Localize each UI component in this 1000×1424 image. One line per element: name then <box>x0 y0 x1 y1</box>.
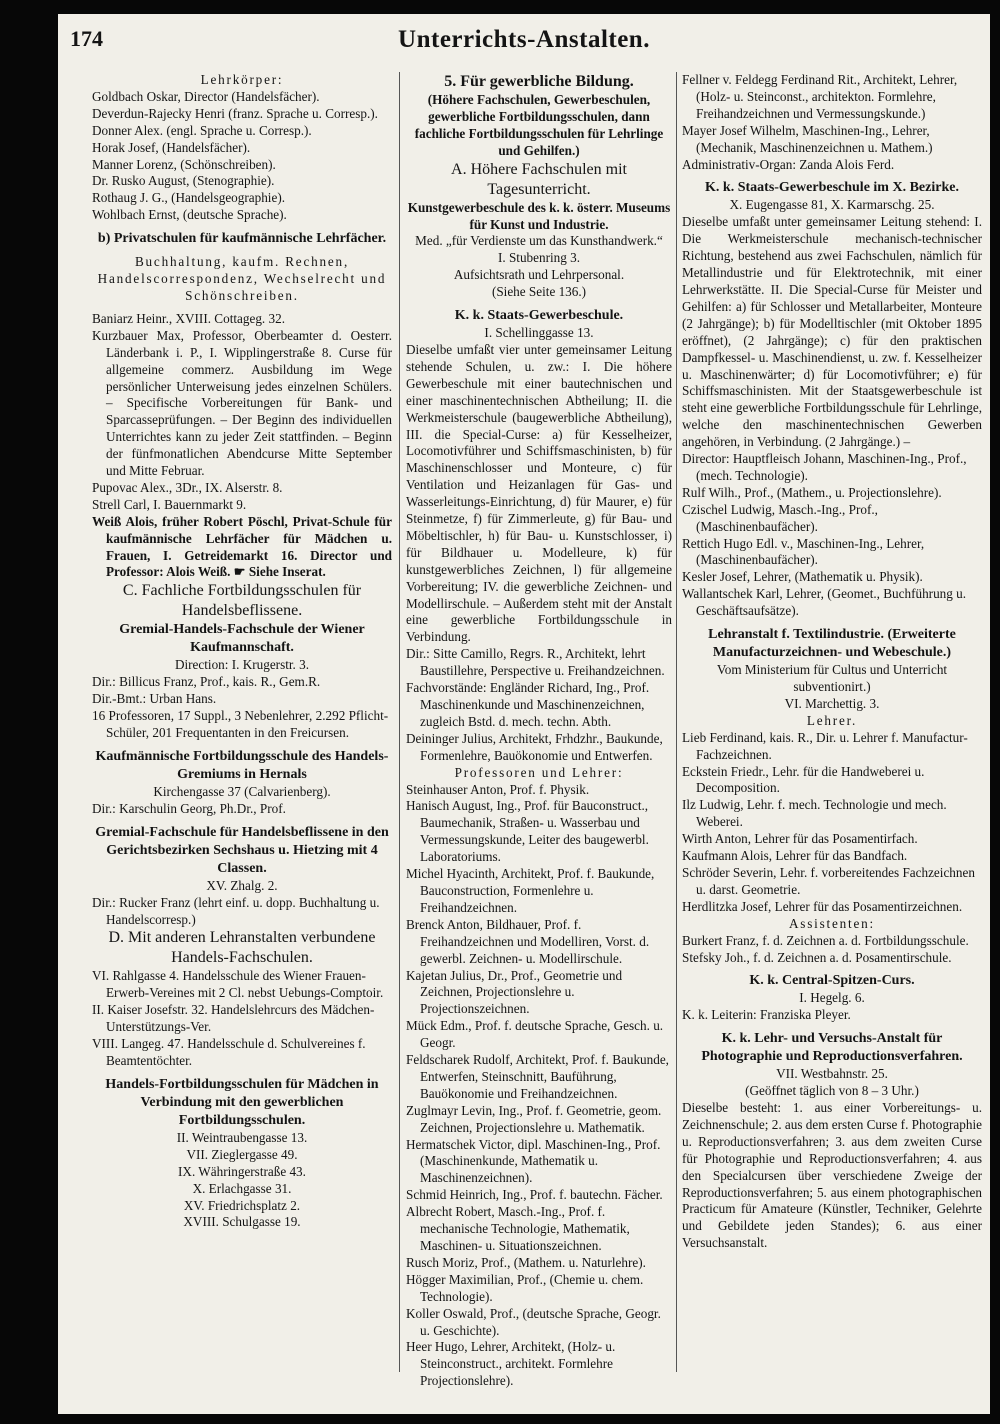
entry: Heer Hugo, Lehrer, Architekt, (Holz- u. Steinconstruct., architekt. Formlehre Projectionslehre). <box>406 1339 616 1389</box>
entry: Schmid Heinrich, Ing., Prof. f. bautechn. Fächer. <box>406 1187 663 1203</box>
institution-heading: Gremial-Handels-Fachschule der Wiener Kaufmannschaft. <box>119 622 365 656</box>
description: Dieselbe besteht: 1. aus einer Vorbereitungs- u. Zeichnenschule; 2. aus dem ersten Curse f. Photographie u. Reproductionsverfahren; 3. aus dem zweiten Curse für Photographie und Reproductionsverfahren; 4. aus den Specialcursen über verschiedene Zweige der Reproductionsverfahren; 5. aus einem photographischen Practicum für Amateure (Künstler, Techniker, Gelehrte und Gebildete jeden Standes); 6. aus einer Versuchsanstalt. <box>682 1100 982 1251</box>
section-heading: 5. Für gewerbliche Bildung. <box>444 73 634 90</box>
entry: Koller Oswald, Prof., (deutsche Sprache, Geogr. u. Geschichte). <box>406 1305 661 1338</box>
section-subheading: Professoren und Lehrer: <box>454 764 624 780</box>
institution-heading: Kaufmännische Fortbildungsschule des Handels-Gremiums in Hernals <box>95 748 389 782</box>
description: Dieselbe umfaßt vier unter gemeinsamer Leitung stehende Schulen, u. zw.: I. Die höhere Gewerbeschule mit einer bautechnischen und einer maschinentechnischen Abtheilung; II. die Werkmeisterschule (baugewerbliche Abtheilung), III. die Special-Curse: a) für Kesselheizer, Locomotivführer und Schiffsmaschinisten, b) für Maschinenschlosser und Monteure, c) für Ventilation und Heizanlagen für Gas- und Wasserleitungs-Einrichtung, d) für Maurer, e) für Steinmetze, f) für Zimmerleute, g) für Bau- und Möbeltischler, h) für Bau- u. Kunstschlosser, i) für Bildhauer u. Modelleure, k) für kunstgewerbliches Zeichnen, l) für allgemeine Vorbereitung; IV. die gewerbliche Zeichnen- und Modellirschule. – Außerdem steht mit der Anstalt eine gewerbliche Fortbildungsschule in Verbindung. <box>406 341 672 645</box>
entry: Herdlitzka Josef, Lehrer für das Posamentirzeichnen. <box>682 898 963 914</box>
institution-heading: Handels-Fortbildungsschulen für Mädchen in Verbindung mit den gewerblichen Fortbildungsschulen. <box>105 1076 379 1128</box>
entry: Director: Hauptfleisch Johann, Maschinen-Ing., Prof., (mech. Technologie). <box>682 451 967 483</box>
section-subheading: Lehrer. <box>806 712 858 728</box>
entry: Strell Carl, I. Bauernmarkt 9. <box>92 496 247 512</box>
entry: Fellner v. Feldegg Ferdinand Rit., Architekt, Lehrer, (Holz- u. Steinconst., architekton. Formlehre, Freihandzeichnen und Vermessungskunde.) <box>682 72 958 121</box>
running-head: Unterrichts-Anstalten. <box>398 26 650 53</box>
entry: II. Kaiser Josefstr. 32. Handelslehrcurs des Mädchen-Unterstützungs-Ver. <box>92 1002 375 1035</box>
institution-heading: K. k. Staats-Gewerbeschule. <box>454 308 624 324</box>
page-number: 174 <box>70 26 103 51</box>
section-heading: b) Privatschulen für kaufmännische Lehrfächer. <box>97 231 387 247</box>
entry: Pupovac Alex., 3Dr., IX. Alserstr. 8. <box>92 479 283 495</box>
entry: K. k. Leiterin: Franziska Pleyer. <box>682 1007 851 1023</box>
entry: Wirth Anton, Lehrer für das Posamentirfach. <box>682 831 918 847</box>
address: IX. Währingerstraße 43. <box>178 1163 306 1179</box>
section-heading: C. Fachliche Fortbildungsschulen für Handelsbeflissene. <box>122 582 362 620</box>
entry: Albrecht Robert, Masch.-Ing., Prof. f. mechanische Technologie, Mathematik, Maschinen- u. Situationszeichnen. <box>406 1204 630 1253</box>
entry: Wohlbach Ernst, (deutsche Sprache). <box>92 207 287 223</box>
entry: Deverdun-Rajecky Henri (franz. Sprache u. Corresp.). <box>92 105 378 121</box>
section-heading: A. Höhere Fachschulen mit Tagesunterricht. <box>451 160 627 198</box>
entry: Hanisch August, Ing., Prof. für Bauconstruct., Baumechanik, Straßen- u. Wasserbau und Vermessungskunde, Leiter des baugewerbl. Laboratoriums. <box>406 798 649 865</box>
entry: Dir.: Karschulin Georg, Ph.Dr., Prof. <box>92 800 286 816</box>
entry: Kaufmann Alois, Lehrer für das Bandfach. <box>682 848 908 864</box>
address: XV. Friedrichsplatz 2. <box>183 1197 301 1213</box>
entry: Burkert Franz, f. d. Zeichnen a. d. Fortbildungsschule. <box>682 932 969 948</box>
entry: Dir.: Rucker Franz (lehrt einf. u. dopp. Buchhaltung u. Handelscorresp.) <box>92 894 380 927</box>
entry: Högger Maximilian, Prof., (Chemie u. chem. Technologie). <box>406 1271 644 1304</box>
institution-heading: K. k. Staats-Gewerbeschule im X. Bezirke. <box>705 180 959 196</box>
entry: Zuglmayr Levin, Ing., Prof. f. Geometrie, geom. Zeichnen, Projectionslehre u. Mathematik. <box>406 1102 662 1135</box>
award-note: Med. „für Verdienste um das Kunsthandwerk.“ <box>415 233 663 249</box>
entry: Eckstein Friedr., Lehr. für die Handweberei u. Decomposition. <box>682 763 925 796</box>
address: VII. Zieglergasse 49. <box>186 1146 298 1162</box>
note: Vom Ministerium für Cultus und Unterricht subventionirt.) <box>716 662 948 694</box>
entry: VI. Rahlgasse 4. Handelsschule des Wiener Frauen-Erwerb-Vereines mit 2 Cl. nebst Uebungs-Comptoir. <box>92 968 384 1001</box>
institution-heading: Gremial-Fachschule für Handelsbeflissene in den Gerichtsbezirken Sechshaus u. Hietzing mit 4 Classen. <box>95 824 389 876</box>
entry: Baniarz Heinr., XVIII. Cottageg. 32. <box>92 310 285 326</box>
address: VI. Marchettig. 3. <box>784 695 880 711</box>
section-subheading: (Höhere Fachschulen, Gewerbeschulen, gewerbliche Fortbildungsschulen, dann fachliche Fortbildungsschulen für Lehrlinge und Gehilfen.) <box>414 92 664 158</box>
entry: Deininger Julius, Architekt, Frhdzhr., Baukunde, Formenlehre, Bauökonomie und Entwerfen. <box>406 730 663 763</box>
subject-list: Buchhaltung, kaufm. Rechnen, Handelscorrespondenz, Wechselrecht und Schönschreiben. <box>97 254 387 303</box>
section-subheading: Lehrkörper: <box>200 72 284 87</box>
entry: 16 Professoren, 17 Suppl., 3 Nebenlehrer, 2.292 Pflicht-Schüler, 201 Frequentanten in den Freicursen. <box>92 708 389 740</box>
address: XV. Zhalg. 2. <box>206 877 278 893</box>
entry: Steinhauser Anton, Prof. f. Physik. <box>406 781 590 797</box>
entry: Hermatschek Victor, dipl. Maschinen-Ing., Prof. (Maschinenkunde, Mathematik u. Maschinenzeichnen). <box>406 1136 661 1186</box>
entry: Donner Alex. (engl. Sprache u. Corresp.). <box>92 122 312 138</box>
description: Dieselbe umfaßt unter gemeinsamer Leitung stehend: I. Die Werkmeisterschule mechanisch-technischer Richtung, bestehend aus zwei Fachschulen, nämlich für Metallindustrie und für Elektrotechnik, mit einer Lehrwerkstätte. II. Die Special-Curse für Meister und Gehilfen: a) für Schlosser und Metallarbeiter, Monteure (2 Jahrgänge); b) für Modelltischler (mit Oktober 1895 eröffnet), (2 Jahrgänge); c) für den praktischen Dampfkessel- u. Maschinendienst, u. zw. f. Kesselheizer u. Maschinenwärter; d) für Locomotivführer; e) für Schiffsmaschinisten. Mit der Staatsgewerbeschule ist steht eine gewerbliche Fortbildungsschule für Lehrlinge, welche den maschinentechnischen Gewerben angehören, in Verbindung. (2 Jahrgänge.) – <box>682 214 982 450</box>
entry: Goldbach Oskar, Director (Handelsfächer). <box>92 88 320 104</box>
note: Aufsichtsrath und Lehrpersonal. <box>453 267 625 283</box>
note: (Siehe Seite 136.) <box>491 284 587 300</box>
institution-heading: K. k. Lehr- und Versuchs-Anstalt für Photographie und Reproductionsverfahren. <box>701 1031 963 1065</box>
book-page <box>58 14 990 1414</box>
entry: Kurzbauer Max, Professor, Oberbeamter d. Oesterr. Länderbank i. P., I. Wipplingerstraße 8. Curse für allgemeine commerz. Ausbildung im Wege persönlicher Unterweisung jedes einzelnen Schülers. – Specifische Vorbereitungen für Bank- und Sparcasseprüfungen. – Der Beginn des individuellen Unterrichtes kann zu jeder Zeit stattfinden. – Beginn der fünfmonatlichen Abendcurse Mitte September und Mitte Februar. <box>92 327 392 479</box>
entry: Czischel Ludwig, Masch.-Ing., Prof., (Maschinenbaufächer). <box>682 501 878 534</box>
column-left <box>92 72 392 1231</box>
address: X. Erlachgasse 31. <box>192 1180 292 1196</box>
entry: Rettich Hugo Edl. v., Maschinen-Ing., Lehrer, (Maschinenbaufächer). <box>682 535 925 568</box>
column-right <box>682 72 982 1252</box>
address: XVIII. Schulgasse 19. <box>183 1214 301 1230</box>
entry: Administrativ-Organ: Zanda Alois Ferd. <box>682 156 895 172</box>
column-middle <box>406 72 672 1390</box>
entry: Horak Josef, (Handelsfächer). <box>92 139 251 155</box>
address: Direction: I. Krugerstr. 3. <box>174 657 310 673</box>
column-rule <box>399 72 400 1372</box>
institution-heading: K. k. Central-Spitzen-Curs. <box>749 973 915 989</box>
entry: Wallantschek Karl, Lehrer, (Geomet., Buchführung u. Geschäftsaufsätze). <box>682 586 967 619</box>
entry: Mayer Josef Wilhelm, Maschinen-Ing., Lehrer, (Mechanik, Maschinenzeichnen u. Mathem.) <box>682 122 933 155</box>
entry: Michel Hyacinth, Architekt, Prof. f. Baukunde, Bauconstruction, Formenlehre u. Freihandzeichnen. <box>406 866 655 915</box>
entry: Mück Edm., Prof. f. deutsche Sprache, Gesch. u. Geogr. <box>406 1018 664 1051</box>
address: II. Weintraubengasse 13. <box>176 1129 308 1145</box>
address: I. Stubenring 3. <box>497 250 581 266</box>
entry: Stefsky Joh., f. d. Zeichnen a. d. Posamentirschule. <box>682 949 952 965</box>
entry: Brenck Anton, Bildhauer, Prof. f. Freihandzeichnen und Modelliren, Vorst. d. gewerbl. Zeichnen- u. Modellirschule. <box>406 916 650 966</box>
address: X. Eugengasse 81, X. Karmarschg. 25. <box>729 197 935 213</box>
entry: Lieb Ferdinand, kais. R., Dir. u. Lehrer f. Manufactur-Fachzeichnen. <box>682 729 968 762</box>
entry: Rusch Moriz, Prof., (Mathem. u. Naturlehre). <box>406 1254 646 1270</box>
institution-heading: Lehranstalt f. Textilindustrie. (Erweiterte Manufacturzeichnen- und Webeschule.) <box>708 627 956 661</box>
section-subheading: Assistenten: <box>788 915 876 931</box>
entry: Kajetan Julius, Dr., Prof., Geometrie und Zeichnen, Projectionslehre u. Projectionszeichnen. <box>406 967 623 1017</box>
entry: Manner Lorenz, (Schönschreiben). <box>92 156 276 172</box>
entry: Schröder Severin, Lehr. f. vorbereitendes Fachzeichnen u. darst. Geometrie. <box>682 864 975 897</box>
entry: VIII. Langeg. 47. Handelsschule d. Schulvereines f. Beamtentöchter. <box>92 1036 366 1068</box>
address: I. Schellinggasse 13. <box>484 325 594 341</box>
entry: Dir.: Billicus Franz, Prof., kais. R., Gem.R. <box>92 674 321 690</box>
entry: Dir.: Sitte Camillo, Regrs. R., Architekt, lehrt Baustillehre, Perspective u. Freihandzeichnen. <box>406 646 665 679</box>
entry: Kesler Josef, Lehrer, (Mathematik u. Physik). <box>682 569 923 585</box>
column-rule <box>676 72 677 1372</box>
entry: Rulf Wilh., Prof., (Mathem., u. Projectionslehre). <box>682 484 942 500</box>
entry: Dr. Rusko August, (Stenographie). <box>92 173 275 189</box>
entry: Dir.-Bmt.: Urban Hans. <box>92 691 217 707</box>
section-heading: D. Mit anderen Lehranstalten verbundene Handels-Fachschulen. <box>108 929 376 967</box>
institution-heading: Kunstgewerbeschule des k. k. österr. Museums für Kunst und Industrie. <box>407 199 671 232</box>
address: Kirchengasse 37 (Calvarienberg). <box>153 783 331 799</box>
entry: Fachvorstände: Engländer Richard, Ing., Prof. Maschinenkunde und Maschinenzeichnen, zugleich Bstd. d. mech. techn. Abth. <box>406 680 650 729</box>
address: VII. Westbahnstr. 25. <box>776 1066 888 1082</box>
opening-hours: (Geöffnet täglich von 8 – 3 Uhr.) <box>745 1083 919 1099</box>
address: I. Hegelg. 6. <box>799 990 865 1006</box>
entry: Feldscharek Rudolf, Architekt, Prof. f. Baukunde, Entwerfen, Steinschnitt, Bauführung, Bauökonomie und Freihandzeichnen. <box>406 1052 669 1101</box>
entry: Rothaug J. G., (Handelsgeographie). <box>92 190 286 206</box>
entry-advert: Weiß Alois, früher Robert Pöschl, Privat-Schule für kaufmännische Lehrfächer für Mädchen u. Frauen, I. Getreidemarkt 16. Director und Professor: Alois Weiß. ☛ Siehe Inserat. <box>92 513 392 580</box>
entry: Ilz Ludwig, Lehr. f. mech. Technologie und mech. Weberei. <box>682 797 947 830</box>
